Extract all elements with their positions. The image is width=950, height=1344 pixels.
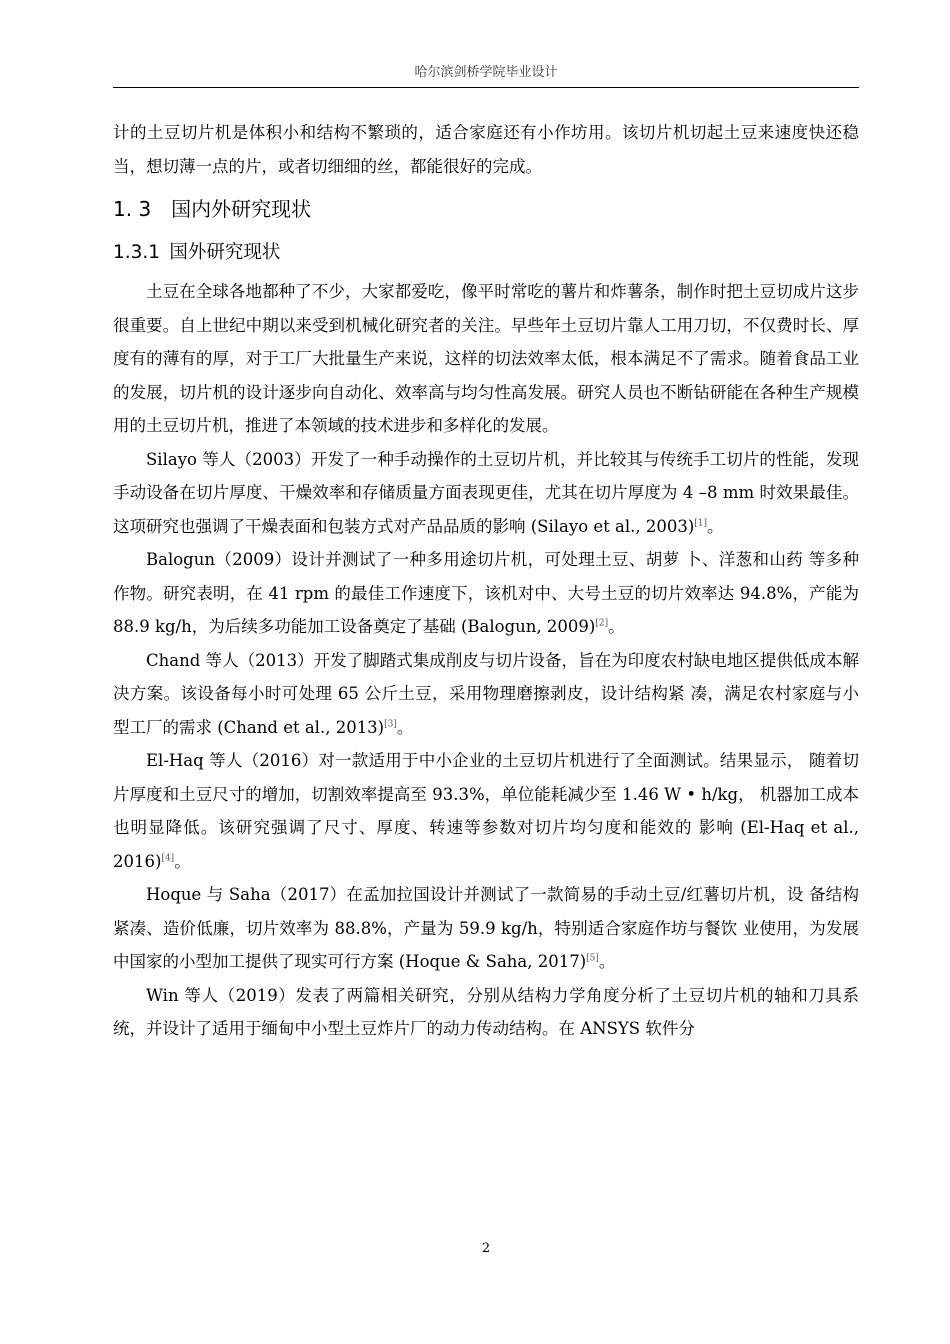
- header-rule: [113, 87, 859, 88]
- citation-marker[interactable]: [5]: [586, 953, 599, 964]
- paragraph-tail: 。: [707, 516, 724, 536]
- subsection-number: 1.3.1: [113, 242, 161, 263]
- paragraph-text: Win 等人（2019）发表了两篇相关研究，分别从结构力学角度分析了土豆切片机的轴和刀具系统，并设计了适用于缅甸中小型土豆炸片厂的动力传动结构。在 ANSYS 软件分: [113, 985, 859, 1038]
- paragraph-win: [113, 979, 859, 1046]
- paragraph-text: Silayo 等人（2003）开发了一种手动操作的土豆切片机，并比较其与传统手工切片的性能，发现手动设备在切片厚度、干燥效率和存储质量方面表现更佳，尤其在切片厚度为 4 –8 mm 时效果最佳。这项研究也强调了干燥表面和包装方式对产品品质的影响 (Silayo et al., 2003): [113, 449, 859, 536]
- paragraph-text: El-Haq 等人（2016）对一款适用于中小企业的土豆切片机进行了全面测试。结果显示， 随着切片厚度和土豆尺寸的增加，切割效率提高至 93.3%，单位能耗减少至 1.46 W • h/kg， 机器加工成本也明显降低。该研究强调了尺寸、厚度、转速等参数对切片均匀度和能效的 影响 (El-Haq et al., 2016): [113, 751, 859, 871]
- citation-marker[interactable]: [4]: [161, 853, 175, 863]
- page-content: [113, 116, 859, 1046]
- page-number: 2: [481, 1241, 491, 1256]
- paragraph-text: Hoque 与 Saha（2017）在孟加拉国设计并测试了一款简易的手动土豆/红薯切片机，设 备结构紧凑、造价低廉，切片效率为 88.8%，产量为 59.9 kg/h，特别适合家庭作坊与餐饮 业使用，为发展中国家的小型加工提供了现实可行方案 (Hoque & Saha, 2017): [113, 885, 859, 971]
- paragraph-tail: 。: [174, 851, 191, 871]
- paragraph-silayo: [113, 443, 859, 544]
- paragraph-intro: [113, 275, 859, 443]
- paragraph-hoque: [113, 878, 859, 979]
- paragraph-chand: [113, 644, 859, 745]
- citation-marker[interactable]: [2]: [595, 618, 609, 629]
- subsection-heading: [113, 233, 859, 273]
- paragraph-tail: 。: [608, 617, 625, 636]
- section-title: 国内外研究现状: [171, 197, 312, 221]
- continuation-paragraph: 计的土豆切片机是体积小和结构不繁琐的，适合家庭还有小作坊用。该切片机切起土豆来速度快还稳当，想切薄一点的片，或者切细细的丝，都能很好的完成。: [113, 123, 859, 176]
- paragraph-tail: 。: [396, 717, 414, 737]
- paragraph-text: Balogun（2009）设计并测试了一种多用途切片机，可处理土豆、胡萝 卜、洋葱和山药 等多种作物。研究表明，在 41 rpm 的最佳工作速度下，该机对中、大号土豆的切片效率达 94.8%，产能为 88.9 kg/h，为后续多功能加工设备奠定了基础 (Balogun, 2009): [113, 550, 859, 636]
- subsection-title: 国外研究现状: [169, 242, 281, 263]
- paragraph-elhaq: [113, 744, 859, 878]
- citation-marker[interactable]: [3]: [384, 719, 397, 729]
- citation-marker[interactable]: [1]: [694, 518, 708, 528]
- paragraph-balogun: [113, 543, 859, 644]
- section-number: 1. 3: [113, 197, 152, 221]
- paragraph-text: Chand 等人（2013）开发了脚踏式集成削皮与切片设备，旨在为印度农村缺电地区提供低成本解决方案。该设备每小时可处理 65 公斤土豆，采用物理磨擦剥皮，设计结构紧 凑，满足农村家庭与小型工厂的需求 (Chand et al., 2013): [113, 650, 859, 737]
- paragraph-text: 土豆在全球各地都种了不少，大家都爱吃，像平时常吃的薯片和炸薯条，制作时把土豆切成片这步很重要。自上世纪中期以来受到机械化研究者的关注。早些年土豆切片靠人工用刀切，不仅费时长、厚度有的薄有的厚，对于工厂大批量生产来说，这样的切法效率太低，根本满足不了需求。随着食品工业的发展，切片机的设计逐步向自动化、效率高与均匀性高发展。研究人员也不断钻研能在各种生产规模用的土豆切片机，推进了本领域的技术进步和多样化的发展。: [113, 282, 859, 435]
- running-header: 哈尔滨剑桥学院毕业设计: [414, 65, 558, 80]
- section-heading: [113, 189, 859, 229]
- paragraph-tail: 。: [598, 952, 616, 971]
